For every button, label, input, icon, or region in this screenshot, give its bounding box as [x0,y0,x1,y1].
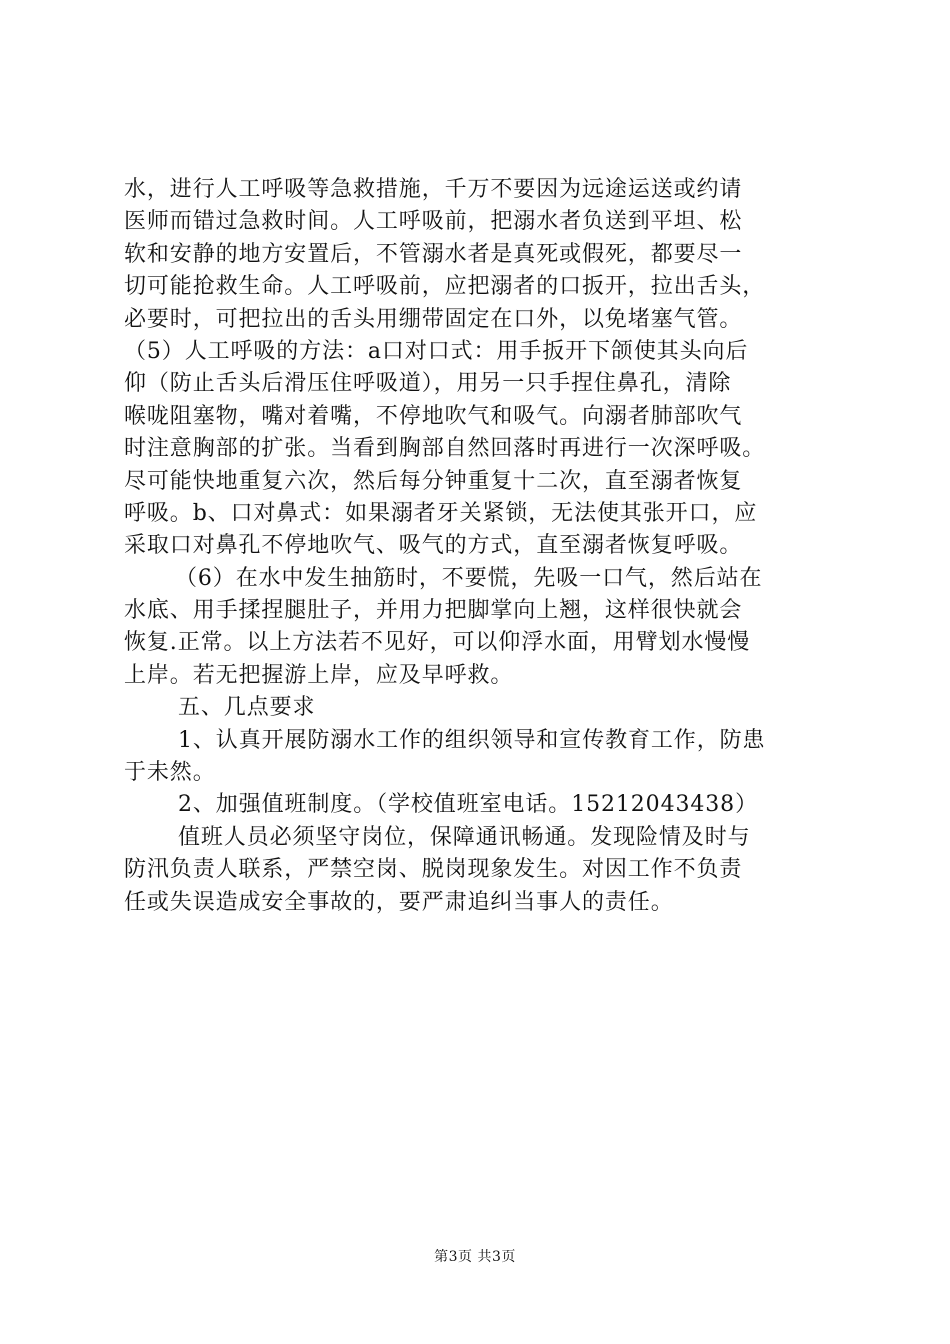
text-line: 时注意胸部的扩张。当看到胸部自然回落时再进行一次深呼吸。 [124,436,766,462]
text-line: （5）人工呼吸的方法：a口对口式：用手扳开下颌使其头向后 [124,338,749,364]
text-line: 防汛负责人联系，严禁空岗、脱岗现象发生。对因工作不负责 [124,857,743,883]
text-line: 医师而错过急救时间。人工呼吸前，把溺水者负送到平坦、松 [124,209,743,235]
section-heading: 五、几点要求 [178,695,316,721]
text-line: 喉咙阻塞物，嘴对着嘴，不停地吹气和吸气。向溺者肺部吹气 [124,403,743,429]
text-line: 1、认真开展防溺水工作的组织领导和宣传教育工作，防患 [178,727,766,753]
text-line: 值班人员必须坚守岗位，保障通讯畅通。发现险情及时与 [178,824,751,850]
page-footer [0,1246,950,1266]
text-line: 水，进行人工呼吸等急救措施，千万不要因为远途运送或约请 [124,177,743,202]
text-line: （6）在水中发生抽筋时，不要慌，先吸一口气，然后站在 [175,565,763,591]
text-line: 采取口对鼻孔不停地吹气、吸气的方式，直至溺者恢复呼吸。 [124,533,743,559]
text-line: 必要时，可把拉出的舌头用绷带固定在口外，以免堵塞气管。 [124,306,743,332]
text-line: 仰（防止舌头后滑压住呼吸道），用另一只手捏住鼻孔，清除 [124,371,732,397]
text-line: 上岸。若无把握游上岸，应及早呼救。 [124,662,514,688]
text-line: 于未然。 [124,760,216,786]
text-line: 切可能抢救生命。人工呼吸前，应把溺者的口扳开，拉出舌头， [124,274,766,300]
text-line: 软和安静的地方安置后，不管溺水者是真死或假死，都要尽一 [124,241,743,267]
text-line: 呼吸。b、口对鼻式：如果溺者牙关紧锁，无法使其张开口，应 [124,500,758,526]
page-number-label: 第3页 共3页 [434,1249,516,1265]
text-line: 尽可能快地重复六次，然后每分钟重复十二次，直至溺者恢复 [124,468,743,494]
text-line: 任或失误造成安全事故的，要严肃追纠当事人的责任。 [124,889,674,915]
text-line: 水底、用手揉捏腿肚子，并用力把脚掌向上翘，这样很快就会 [124,598,743,624]
text-line: 恢复.正常。以上方法若不见好，可以仰浮水面，用臂划水慢慢 [124,630,751,656]
document-body [124,174,844,919]
text-line: 2、加强值班制度。（学校值班室电话。15212043438） [178,792,758,818]
